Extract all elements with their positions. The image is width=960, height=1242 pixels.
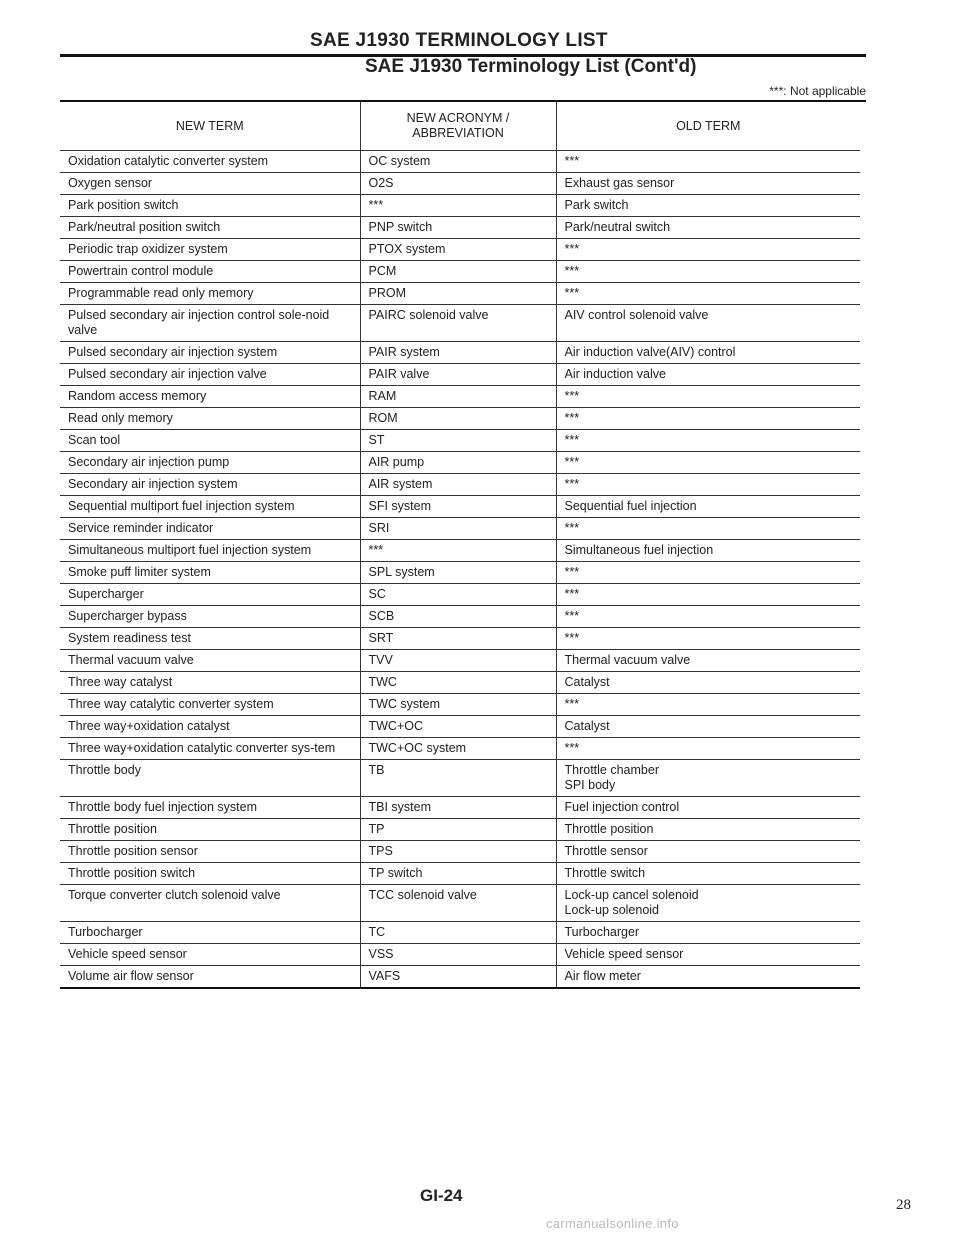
cell-new-term: Programmable read only memory [68,286,254,300]
table-row [60,885,860,922]
cell-new-term: Secondary air injection pump [68,455,230,469]
cell-old-term: *** [556,738,860,760]
cell-new-term: Throttle body [68,763,141,777]
cell-new-term: Sequential multiport fuel injection system [68,499,295,513]
cell-new-acronym: PROM [360,283,556,305]
table-row [60,364,860,386]
cell-new-term: Throttle position [68,822,157,836]
terminology-table [60,102,860,989]
page-label: GI-24 [420,1186,463,1205]
cell-new-term: Oxidation catalytic converter system [68,154,269,168]
cell-new-term: Thermal vacuum valve [68,653,194,667]
cell-old-term: *** [556,518,860,540]
table-row [60,261,860,283]
table-row [60,452,860,474]
cell-old-term: *** [556,584,860,606]
cell-new-acronym: PAIR system [360,342,556,364]
table-row [60,650,860,672]
table-row [60,518,860,540]
cell-old-term: Exhaust gas sensor [556,173,860,195]
page-subtitle: SAE J1930 Terminology List (Cont'd) [365,56,697,77]
cell-new-acronym: *** [360,540,556,562]
table-row [60,922,860,944]
cell-new-term: Pulsed secondary air injection control sole-noid valve [68,308,330,337]
cell-new-term: Pulsed secondary air injection system [68,345,278,359]
cell-new-acronym: VSS [360,944,556,966]
table-header-row [60,102,860,151]
table-row [60,217,860,239]
cell-new-term: Smoke puff limiter system [68,565,211,579]
table-row [60,672,860,694]
cell-new-term: Simultaneous multiport fuel injection system [68,543,312,557]
cell-old-term: *** [556,430,860,452]
table-row [60,628,860,650]
table-row [60,239,860,261]
cell-new-term: Random access memory [68,389,207,403]
page-number: 28 [896,1197,911,1213]
cell-new-acronym: SFI system [360,496,556,518]
column-header-new-acronym [360,102,556,151]
cell-new-acronym: SRT [360,628,556,650]
cell-old-term: Air flow meter [556,966,860,989]
cell-old-term: Thermal vacuum valve [556,650,860,672]
cell-new-term: Three way catalyst [68,675,173,689]
cell-old-term: Lock-up cancel solenoid Lock-up solenoid [556,885,860,922]
cell-old-term: *** [556,283,860,305]
cell-new-term: Throttle position switch [68,866,196,880]
column-header-new-acronym-text: NEW ACRONYM / ABBREVIATION [406,111,510,140]
cell-old-term: AIV control solenoid valve [556,305,860,342]
cell-new-acronym: TVV [360,650,556,672]
table-row [60,738,860,760]
cell-new-acronym: TWC [360,672,556,694]
not-applicable-note: ***: Not applicable [769,84,866,98]
cell-old-term: Catalyst [556,672,860,694]
cell-old-term: *** [556,606,860,628]
page-title: SAE J1930 TERMINOLOGY LIST [310,30,608,51]
cell-old-term: Park/neutral switch [556,217,860,239]
cell-old-term: *** [556,261,860,283]
cell-new-term: Supercharger [68,587,144,601]
cell-new-acronym: PNP switch [360,217,556,239]
cell-new-acronym: SRI [360,518,556,540]
cell-old-term: Throttle sensor [556,841,860,863]
table-row [60,408,860,430]
table-row [60,841,860,863]
cell-old-term: *** [556,386,860,408]
cell-old-term: *** [556,474,860,496]
table-row [60,474,860,496]
cell-new-term: Park/neutral position switch [68,220,221,234]
cell-new-acronym: *** [360,195,556,217]
watermark: carmanualsonline.info [546,1216,679,1231]
table-body [60,151,860,989]
cell-old-term: *** [556,452,860,474]
cell-old-term: *** [556,151,860,173]
table-row [60,305,860,342]
cell-new-acronym: TB [360,760,556,797]
cell-old-term: Turbocharger [556,922,860,944]
cell-new-term: Powertrain control module [68,264,214,278]
cell-old-term: Vehicle speed sensor [556,944,860,966]
cell-new-acronym: VAFS [360,966,556,989]
cell-new-acronym: TP switch [360,863,556,885]
cell-new-acronym: SCB [360,606,556,628]
cell-new-acronym: PAIRC solenoid valve [360,305,556,342]
cell-new-term: System readiness test [68,631,191,645]
cell-new-term: Supercharger bypass [68,609,187,623]
table-row [60,797,860,819]
cell-old-term: Throttle position [556,819,860,841]
cell-new-acronym: O2S [360,173,556,195]
cell-new-acronym: TP [360,819,556,841]
cell-new-acronym: TPS [360,841,556,863]
cell-old-term: Throttle chamber SPI body [556,760,860,797]
cell-new-term: Secondary air injection system [68,477,238,491]
table-row [60,694,860,716]
table-row [60,716,860,738]
table-row [60,562,860,584]
table-row [60,283,860,305]
cell-old-term: Air induction valve(AIV) control [556,342,860,364]
cell-old-term: Sequential fuel injection [556,496,860,518]
cell-old-term: Air induction valve [556,364,860,386]
cell-new-acronym: PCM [360,261,556,283]
cell-new-acronym: TBI system [360,797,556,819]
cell-new-term: Service reminder indicator [68,521,214,535]
table-row [60,863,860,885]
cell-old-term: *** [556,628,860,650]
cell-new-acronym: ROM [360,408,556,430]
table-row [60,430,860,452]
cell-new-term: Turbocharger [68,925,143,939]
cell-new-acronym: TCC solenoid valve [360,885,556,922]
table-row [60,584,860,606]
cell-new-acronym: ST [360,430,556,452]
cell-old-term: Park switch [556,195,860,217]
cell-new-acronym: SC [360,584,556,606]
cell-new-term: Pulsed secondary air injection valve [68,367,267,381]
cell-old-term: *** [556,239,860,261]
cell-new-term: Scan tool [68,433,121,447]
cell-new-term: Throttle body fuel injection system [68,800,257,814]
cell-new-acronym: TWC+OC system [360,738,556,760]
cell-old-term: *** [556,562,860,584]
column-header-old-term: OLD TERM [556,102,860,151]
cell-new-term: Three way+oxidation catalytic converter sys-tem [68,741,336,755]
cell-new-acronym: TWC system [360,694,556,716]
table-row [60,173,860,195]
cell-new-acronym: AIR system [360,474,556,496]
cell-new-acronym: TC [360,922,556,944]
table-row [60,195,860,217]
cell-old-term: Simultaneous fuel injection [556,540,860,562]
table-row [60,606,860,628]
cell-new-term: Throttle position sensor [68,844,198,858]
cell-new-acronym: AIR pump [360,452,556,474]
cell-new-acronym: PAIR valve [360,364,556,386]
cell-new-term: Three way+oxidation catalyst [68,719,230,733]
table-row [60,966,860,989]
cell-new-term: Periodic trap oxidizer system [68,242,228,256]
cell-new-term: Park position switch [68,198,179,212]
cell-new-acronym: OC system [360,151,556,173]
column-header-new-term: NEW TERM [175,118,244,133]
cell-new-acronym: RAM [360,386,556,408]
cell-old-term: Catalyst [556,716,860,738]
table-row [60,760,860,797]
table-row [60,386,860,408]
cell-old-term: *** [556,408,860,430]
cell-old-term: Throttle switch [556,863,860,885]
cell-new-term: Volume air flow sensor [68,969,194,983]
cell-new-acronym: PTOX system [360,239,556,261]
cell-new-term: Torque converter clutch solenoid valve [68,888,281,902]
table-row [60,496,860,518]
cell-new-term: Vehicle speed sensor [68,947,187,961]
table-row [60,342,860,364]
cell-new-acronym: TWC+OC [360,716,556,738]
cell-old-term: Fuel injection control [556,797,860,819]
table-row [60,151,860,173]
cell-new-term: Read only memory [68,411,173,425]
table-row [60,944,860,966]
cell-old-term: *** [556,694,860,716]
cell-new-term: Three way catalytic converter system [68,697,274,711]
table-row [60,819,860,841]
cell-new-term: Oxygen sensor [68,176,153,190]
table-row [60,540,860,562]
cell-new-acronym: SPL system [360,562,556,584]
